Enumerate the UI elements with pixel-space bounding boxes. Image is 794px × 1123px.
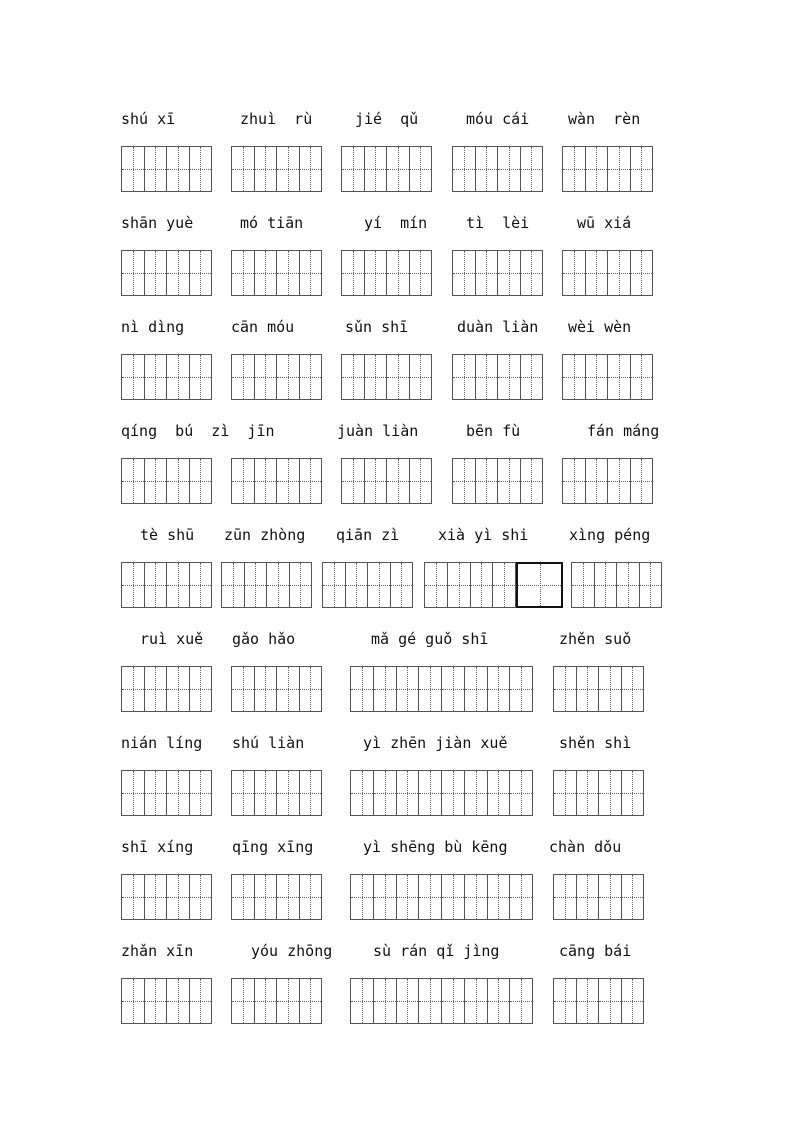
writing-cell[interactable] bbox=[621, 667, 644, 711]
writing-cell[interactable] bbox=[475, 459, 498, 503]
pinyin-prompt: yí mín bbox=[364, 214, 428, 232]
writing-cell[interactable] bbox=[621, 979, 644, 1023]
writing-cell[interactable] bbox=[585, 459, 608, 503]
pinyin-prompt: tè shū bbox=[140, 526, 195, 544]
pinyin-prompt: zhěn suǒ bbox=[559, 630, 632, 648]
writing-cell[interactable] bbox=[470, 563, 493, 607]
writing-cell[interactable] bbox=[122, 875, 144, 919]
writing-grid[interactable] bbox=[350, 770, 442, 816]
pinyin-prompt: qíng bú zì jīn bbox=[121, 422, 275, 440]
writing-cell[interactable] bbox=[598, 875, 621, 919]
writing-cell[interactable] bbox=[386, 459, 409, 503]
writing-cell[interactable] bbox=[396, 875, 419, 919]
pinyin-prompt: shān yuè bbox=[121, 214, 194, 232]
writing-grid[interactable] bbox=[562, 354, 653, 400]
writing-cell[interactable] bbox=[386, 251, 409, 295]
pinyin-prompt: nì dìng bbox=[121, 318, 185, 336]
writing-cell[interactable] bbox=[373, 771, 396, 815]
writing-cell[interactable] bbox=[373, 979, 396, 1023]
writing-cell[interactable] bbox=[189, 251, 212, 295]
writing-cell[interactable] bbox=[299, 459, 322, 503]
writing-cell[interactable] bbox=[607, 147, 630, 191]
writing-cell[interactable] bbox=[166, 979, 189, 1023]
writing-cell[interactable] bbox=[607, 459, 630, 503]
writing-cell[interactable] bbox=[386, 147, 409, 191]
writing-cell[interactable] bbox=[144, 875, 167, 919]
writing-cell[interactable] bbox=[276, 355, 299, 399]
writing-cell[interactable] bbox=[554, 771, 576, 815]
writing-cell[interactable] bbox=[509, 979, 532, 1023]
writing-cell[interactable] bbox=[607, 355, 630, 399]
writing-cell[interactable] bbox=[351, 667, 373, 711]
pinyin-prompt: zūn zhòng bbox=[224, 526, 306, 544]
writing-cell[interactable] bbox=[475, 355, 498, 399]
pinyin-prompt: yì shēng bù kēng bbox=[363, 838, 508, 856]
writing-cell[interactable] bbox=[299, 147, 322, 191]
writing-cell[interactable] bbox=[390, 563, 413, 607]
pinyin-prompt: yì zhēn jiàn xuě bbox=[363, 734, 508, 752]
pinyin-prompt: juàn liàn bbox=[337, 422, 419, 440]
writing-grid[interactable] bbox=[121, 458, 212, 504]
writing-grid[interactable] bbox=[452, 458, 543, 504]
writing-cell[interactable] bbox=[442, 667, 464, 711]
writing-cell[interactable] bbox=[189, 979, 212, 1023]
writing-grid[interactable] bbox=[553, 874, 644, 920]
writing-cell[interactable] bbox=[351, 875, 373, 919]
writing-cell[interactable] bbox=[232, 459, 254, 503]
writing-cell[interactable] bbox=[453, 459, 475, 503]
writing-grid[interactable] bbox=[341, 354, 432, 400]
writing-cell[interactable] bbox=[563, 147, 585, 191]
writing-cell[interactable] bbox=[166, 355, 189, 399]
writing-cell[interactable] bbox=[585, 147, 608, 191]
pinyin-prompt: cāng bái bbox=[559, 942, 632, 960]
writing-cell[interactable] bbox=[189, 667, 212, 711]
writing-grid[interactable] bbox=[452, 250, 543, 296]
writing-grid[interactable] bbox=[231, 146, 322, 192]
writing-cell[interactable] bbox=[630, 459, 653, 503]
writing-cell[interactable] bbox=[598, 771, 621, 815]
writing-cell[interactable] bbox=[166, 147, 189, 191]
writing-cell[interactable] bbox=[418, 667, 441, 711]
writing-cell[interactable] bbox=[373, 875, 396, 919]
pinyin-prompt: shú xī bbox=[121, 110, 176, 128]
writing-cell[interactable] bbox=[166, 459, 189, 503]
writing-cell[interactable] bbox=[520, 459, 543, 503]
writing-cell[interactable] bbox=[144, 147, 167, 191]
writing-cell[interactable] bbox=[464, 667, 487, 711]
writing-cell[interactable] bbox=[630, 251, 653, 295]
writing-cell[interactable] bbox=[166, 667, 189, 711]
pinyin-prompt: jié qǔ bbox=[355, 110, 419, 128]
writing-cell[interactable] bbox=[189, 459, 212, 503]
writing-grid[interactable] bbox=[121, 770, 212, 816]
writing-cell[interactable] bbox=[475, 251, 498, 295]
pinyin-prompt: wàn rèn bbox=[568, 110, 641, 128]
writing-cell[interactable] bbox=[189, 563, 212, 607]
writing-cell[interactable] bbox=[572, 563, 594, 607]
writing-cell[interactable] bbox=[144, 667, 167, 711]
writing-grid[interactable] bbox=[441, 770, 533, 816]
writing-cell[interactable] bbox=[598, 667, 621, 711]
writing-cell[interactable] bbox=[189, 875, 212, 919]
pinyin-prompt: nián líng bbox=[121, 734, 203, 752]
writing-cell[interactable] bbox=[299, 251, 322, 295]
writing-grid[interactable] bbox=[322, 562, 413, 608]
pinyin-prompt: sù rán qǐ jìng bbox=[373, 942, 500, 960]
writing-cell[interactable] bbox=[487, 979, 510, 1023]
writing-cell[interactable] bbox=[453, 147, 475, 191]
writing-grid[interactable] bbox=[424, 562, 516, 608]
writing-cell[interactable] bbox=[554, 667, 576, 711]
writing-cell[interactable] bbox=[367, 563, 390, 607]
writing-grid[interactable] bbox=[571, 562, 662, 608]
pinyin-prompt: wèi wèn bbox=[568, 318, 632, 336]
pinyin-prompt: fán máng bbox=[587, 422, 660, 440]
writing-grid[interactable] bbox=[562, 146, 653, 192]
writing-cell[interactable] bbox=[122, 563, 144, 607]
writing-cell[interactable] bbox=[122, 355, 144, 399]
pinyin-prompt: ruì xuě bbox=[140, 630, 204, 648]
writing-cell[interactable] bbox=[122, 147, 144, 191]
writing-cell[interactable] bbox=[166, 875, 189, 919]
writing-grid[interactable] bbox=[553, 978, 644, 1024]
writing-cell[interactable] bbox=[520, 355, 543, 399]
writing-cell[interactable] bbox=[487, 771, 510, 815]
writing-grid[interactable] bbox=[441, 978, 533, 1024]
writing-cell[interactable] bbox=[323, 563, 345, 607]
writing-grid[interactable] bbox=[121, 146, 212, 192]
writing-grid[interactable] bbox=[121, 666, 212, 712]
writing-grid[interactable] bbox=[121, 354, 212, 400]
pinyin-prompt: wū xiá bbox=[577, 214, 632, 232]
writing-cell[interactable] bbox=[232, 979, 254, 1023]
writing-cell[interactable] bbox=[166, 251, 189, 295]
writing-grid[interactable] bbox=[121, 978, 212, 1024]
writing-cell[interactable] bbox=[254, 771, 277, 815]
writing-grid[interactable] bbox=[441, 874, 533, 920]
writing-cell[interactable] bbox=[409, 355, 432, 399]
writing-cell[interactable] bbox=[409, 147, 432, 191]
pinyin-prompt: bēn fù bbox=[466, 422, 521, 440]
writing-cell[interactable] bbox=[464, 771, 487, 815]
writing-grid[interactable] bbox=[231, 770, 322, 816]
writing-cell[interactable] bbox=[342, 355, 364, 399]
writing-grid[interactable] bbox=[350, 978, 442, 1024]
writing-cell[interactable] bbox=[373, 667, 396, 711]
writing-cell[interactable] bbox=[520, 147, 543, 191]
pinyin-prompt: qīng xīng bbox=[232, 838, 314, 856]
writing-cell[interactable] bbox=[563, 459, 585, 503]
pinyin-prompt: xià yì shi bbox=[438, 526, 529, 544]
writing-cell[interactable] bbox=[364, 147, 387, 191]
writing-cell[interactable] bbox=[409, 251, 432, 295]
writing-cell[interactable] bbox=[576, 667, 599, 711]
writing-cell[interactable] bbox=[576, 979, 599, 1023]
writing-cell[interactable] bbox=[342, 459, 364, 503]
writing-cell[interactable] bbox=[585, 355, 608, 399]
writing-cell[interactable] bbox=[189, 355, 212, 399]
writing-grid[interactable] bbox=[121, 250, 212, 296]
writing-cell[interactable] bbox=[299, 875, 322, 919]
pinyin-prompt: xìng péng bbox=[569, 526, 651, 544]
writing-cell[interactable] bbox=[497, 459, 520, 503]
writing-cell[interactable] bbox=[232, 875, 254, 919]
writing-cell[interactable] bbox=[232, 355, 254, 399]
writing-grid[interactable] bbox=[341, 146, 432, 192]
writing-cell[interactable] bbox=[607, 251, 630, 295]
writing-cell[interactable] bbox=[442, 875, 464, 919]
writing-cell[interactable] bbox=[497, 251, 520, 295]
writing-grid[interactable] bbox=[121, 874, 212, 920]
writing-cell[interactable] bbox=[386, 355, 409, 399]
writing-cell[interactable] bbox=[509, 667, 532, 711]
writing-cell[interactable] bbox=[621, 771, 644, 815]
writing-cell[interactable] bbox=[254, 147, 277, 191]
writing-cell[interactable] bbox=[594, 563, 617, 607]
writing-cell[interactable] bbox=[189, 147, 212, 191]
writing-grid[interactable] bbox=[231, 874, 322, 920]
writing-grid[interactable] bbox=[350, 874, 442, 920]
pinyin-prompt: móu cái bbox=[466, 110, 530, 128]
writing-grid[interactable] bbox=[441, 666, 533, 712]
writing-cell[interactable] bbox=[442, 979, 464, 1023]
writing-cell[interactable] bbox=[254, 251, 277, 295]
writing-cell[interactable] bbox=[576, 771, 599, 815]
writing-grid[interactable] bbox=[231, 978, 322, 1024]
writing-cell[interactable] bbox=[122, 251, 144, 295]
writing-cell[interactable] bbox=[144, 251, 167, 295]
writing-cell[interactable] bbox=[222, 563, 244, 607]
writing-cell[interactable] bbox=[342, 251, 364, 295]
writing-cell[interactable] bbox=[276, 875, 299, 919]
writing-cell[interactable] bbox=[518, 564, 561, 606]
writing-cell[interactable] bbox=[166, 563, 189, 607]
writing-cell[interactable] bbox=[621, 875, 644, 919]
writing-cell[interactable] bbox=[144, 979, 167, 1023]
pinyin-prompt: shěn shì bbox=[559, 734, 632, 752]
writing-cell[interactable] bbox=[497, 355, 520, 399]
writing-cell[interactable] bbox=[487, 667, 510, 711]
writing-grid-active[interactable] bbox=[516, 562, 563, 608]
writing-grid[interactable] bbox=[562, 250, 653, 296]
writing-cell[interactable] bbox=[276, 147, 299, 191]
writing-grid[interactable] bbox=[562, 458, 653, 504]
writing-cell[interactable] bbox=[254, 875, 277, 919]
writing-cell[interactable] bbox=[351, 979, 373, 1023]
writing-cell[interactable] bbox=[276, 667, 299, 711]
writing-grid[interactable] bbox=[231, 458, 322, 504]
writing-cell[interactable] bbox=[232, 771, 254, 815]
pinyin-prompt: shī xíng bbox=[121, 838, 194, 856]
writing-cell[interactable] bbox=[563, 355, 585, 399]
writing-cell[interactable] bbox=[447, 563, 470, 607]
writing-cell[interactable] bbox=[409, 459, 432, 503]
writing-cell[interactable] bbox=[554, 979, 576, 1023]
writing-cell[interactable] bbox=[189, 771, 212, 815]
writing-cell[interactable] bbox=[616, 563, 639, 607]
pinyin-prompt: duàn liàn bbox=[457, 318, 539, 336]
writing-cell[interactable] bbox=[630, 355, 653, 399]
writing-cell[interactable] bbox=[232, 147, 254, 191]
pinyin-prompt: tì lèi bbox=[466, 214, 530, 232]
writing-grid[interactable] bbox=[341, 250, 432, 296]
writing-cell[interactable] bbox=[276, 979, 299, 1023]
writing-grid[interactable] bbox=[231, 250, 322, 296]
writing-cell[interactable] bbox=[342, 147, 364, 191]
writing-grid[interactable] bbox=[452, 146, 543, 192]
writing-cell[interactable] bbox=[144, 771, 167, 815]
writing-cell[interactable] bbox=[396, 771, 419, 815]
writing-cell[interactable] bbox=[509, 875, 532, 919]
pinyin-prompt: zhǎn xīn bbox=[121, 942, 194, 960]
writing-cell[interactable] bbox=[464, 979, 487, 1023]
writing-cell[interactable] bbox=[520, 251, 543, 295]
writing-grid[interactable] bbox=[350, 666, 442, 712]
writing-cell[interactable] bbox=[364, 251, 387, 295]
writing-cell[interactable] bbox=[487, 875, 510, 919]
writing-cell[interactable] bbox=[144, 563, 167, 607]
pinyin-prompt: yóu zhōng bbox=[251, 942, 333, 960]
writing-cell[interactable] bbox=[418, 979, 441, 1023]
writing-cell[interactable] bbox=[453, 355, 475, 399]
writing-cell[interactable] bbox=[122, 771, 144, 815]
writing-cell[interactable] bbox=[492, 563, 515, 607]
writing-cell[interactable] bbox=[442, 771, 464, 815]
writing-cell[interactable] bbox=[639, 563, 662, 607]
writing-cell[interactable] bbox=[232, 667, 254, 711]
writing-cell[interactable] bbox=[475, 147, 498, 191]
pinyin-prompt: shú liàn bbox=[232, 734, 305, 752]
writing-grid[interactable] bbox=[452, 354, 543, 400]
writing-grid[interactable] bbox=[231, 354, 322, 400]
writing-cell[interactable] bbox=[244, 563, 267, 607]
writing-cell[interactable] bbox=[166, 771, 189, 815]
writing-cell[interactable] bbox=[418, 771, 441, 815]
writing-cell[interactable] bbox=[425, 563, 447, 607]
pinyin-prompt: zhuì rù bbox=[240, 110, 313, 128]
writing-cell[interactable] bbox=[289, 563, 312, 607]
writing-cell[interactable] bbox=[630, 147, 653, 191]
writing-grid[interactable] bbox=[553, 666, 644, 712]
writing-cell[interactable] bbox=[554, 875, 576, 919]
writing-cell[interactable] bbox=[254, 355, 277, 399]
writing-cell[interactable] bbox=[598, 979, 621, 1023]
writing-cell[interactable] bbox=[299, 355, 322, 399]
writing-cell[interactable] bbox=[266, 563, 289, 607]
writing-cell[interactable] bbox=[299, 771, 322, 815]
writing-grid[interactable] bbox=[221, 562, 312, 608]
writing-cell[interactable] bbox=[122, 979, 144, 1023]
writing-cell[interactable] bbox=[232, 251, 254, 295]
writing-cell[interactable] bbox=[122, 667, 144, 711]
pinyin-prompt: chàn dǒu bbox=[549, 838, 622, 856]
writing-cell[interactable] bbox=[509, 771, 532, 815]
pinyin-prompt: gǎo hǎo bbox=[232, 630, 296, 648]
writing-cell[interactable] bbox=[497, 147, 520, 191]
writing-cell[interactable] bbox=[254, 459, 277, 503]
writing-cell[interactable] bbox=[299, 979, 322, 1023]
writing-cell[interactable] bbox=[364, 355, 387, 399]
writing-cell[interactable] bbox=[464, 875, 487, 919]
pinyin-prompt: mǎ gé guǒ shī bbox=[371, 630, 489, 648]
pinyin-prompt: sǔn shī bbox=[345, 318, 409, 336]
writing-cell[interactable] bbox=[585, 251, 608, 295]
writing-cell[interactable] bbox=[453, 251, 475, 295]
writing-cell[interactable] bbox=[299, 667, 322, 711]
writing-cell[interactable] bbox=[364, 459, 387, 503]
writing-cell[interactable] bbox=[576, 875, 599, 919]
writing-cell[interactable] bbox=[254, 667, 277, 711]
writing-cell[interactable] bbox=[396, 667, 419, 711]
writing-cell[interactable] bbox=[276, 459, 299, 503]
writing-grid[interactable] bbox=[341, 458, 432, 504]
writing-cell[interactable] bbox=[396, 979, 419, 1023]
writing-cell[interactable] bbox=[144, 459, 167, 503]
writing-grid[interactable] bbox=[553, 770, 644, 816]
writing-grid[interactable] bbox=[121, 562, 212, 608]
writing-grid[interactable] bbox=[231, 666, 322, 712]
writing-cell[interactable] bbox=[122, 459, 144, 503]
writing-cell[interactable] bbox=[276, 771, 299, 815]
writing-cell[interactable] bbox=[276, 251, 299, 295]
pinyin-prompt: qiān zì bbox=[336, 526, 400, 544]
writing-cell[interactable] bbox=[351, 771, 373, 815]
writing-cell[interactable] bbox=[345, 563, 368, 607]
pinyin-prompt: cān móu bbox=[231, 318, 295, 336]
writing-cell[interactable] bbox=[144, 355, 167, 399]
writing-cell[interactable] bbox=[563, 251, 585, 295]
pinyin-prompt: mó tiān bbox=[240, 214, 304, 232]
writing-cell[interactable] bbox=[418, 875, 441, 919]
writing-cell[interactable] bbox=[254, 979, 277, 1023]
